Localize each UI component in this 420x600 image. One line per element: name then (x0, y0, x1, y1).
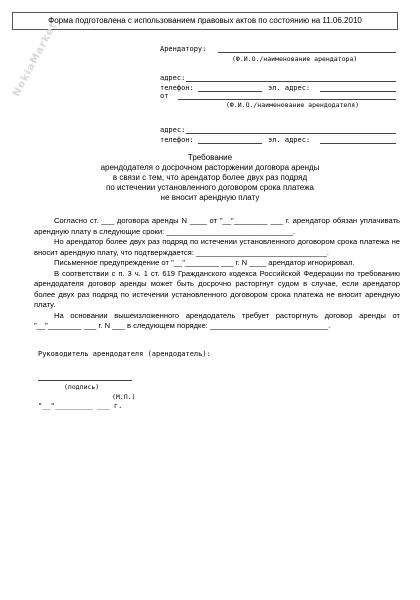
landlord-phone-label: телефон: (160, 136, 194, 144)
head-of-tenant-label: Руководитель арендодателя (арендодатель): (38, 350, 211, 358)
tenant-label: Арендатору: (160, 45, 207, 53)
stamp-caption: (М.П.) (112, 393, 136, 401)
title-line-3: в связи с тем, что арендатор более двух раз подряд (112, 173, 308, 182)
signature-caption: (подпись) (64, 383, 100, 391)
paragraph-4: В соответствии с п. 3 ч. 1 ст. 619 Гражданского кодекса Российской Федерации по требованию арендодателя договор аренды может быть досрочно расторгнут судом в случае, если арендатор более двух раз подряд по истечении установленного договором срока платежа не вносит арендную плату. (34, 268, 400, 309)
document-body (34, 216, 400, 332)
title-line-2: арендодателя о досрочном расторжении договора аренды (100, 163, 320, 172)
tenant-name-caption: (Ф.И.О./наименование арендатора) (232, 55, 358, 63)
landlord-email-line (320, 143, 396, 144)
landlord-name-caption: (Ф.И.О./наименование арендодателя) (226, 101, 360, 109)
tenant-phone-line (198, 91, 262, 92)
tenant-name-line (218, 52, 396, 53)
signature-line (38, 380, 132, 381)
paragraph-1: Согласно ст. ___ договора аренды N ____ от "__"________ ___ г. арендатор обязан уплачивать арендную плату в следующие сроки: ______________________________. (34, 216, 400, 236)
paragraph-5: На основании вышеизложенного арендодатель требует расторгнуть договор аренды от "__"________ ___ г. N ___ в следующем порядке: ____________________________. (34, 310, 400, 330)
legal-acts-note: Форма подготовлена с использованием правовых актов по состоянию на 11.06.2010 (12, 12, 398, 30)
document-title (40, 153, 380, 203)
title-line-1: Требование (187, 153, 233, 162)
tenant-address-label: адрес: (160, 74, 186, 82)
landlord-from-label: от (160, 92, 169, 100)
tenant-email-label: эл. адрес: (268, 84, 311, 92)
tenant-address-line (186, 81, 396, 82)
paragraph-3: Письменное предупреждение от "__"________ ___ г. N ____ арендатор игнорировал. (54, 258, 355, 267)
landlord-address-label: адрес: (160, 126, 186, 134)
landlord-name-line (178, 99, 396, 100)
landlord-phone-line (198, 143, 262, 144)
paragraph-2: Но арендатор более двух раз подряд по истечении установленного договором срока платежа не вносит арендную плату, что подтверждается: _______________________________. (34, 237, 400, 257)
title-line-5: не вносит арендную плату (160, 193, 260, 202)
signature-date: "__"_________ ___ г. (38, 402, 123, 410)
title-line-4: по истечении установленного договором срока платежа (106, 183, 314, 192)
tenant-email-line (320, 91, 396, 92)
landlord-address-line (186, 133, 396, 134)
landlord-email-label: эл. адрес: (268, 136, 311, 144)
tenant-phone-label: телефон: (160, 84, 194, 92)
watermark: NokiaMarket (11, 20, 60, 99)
